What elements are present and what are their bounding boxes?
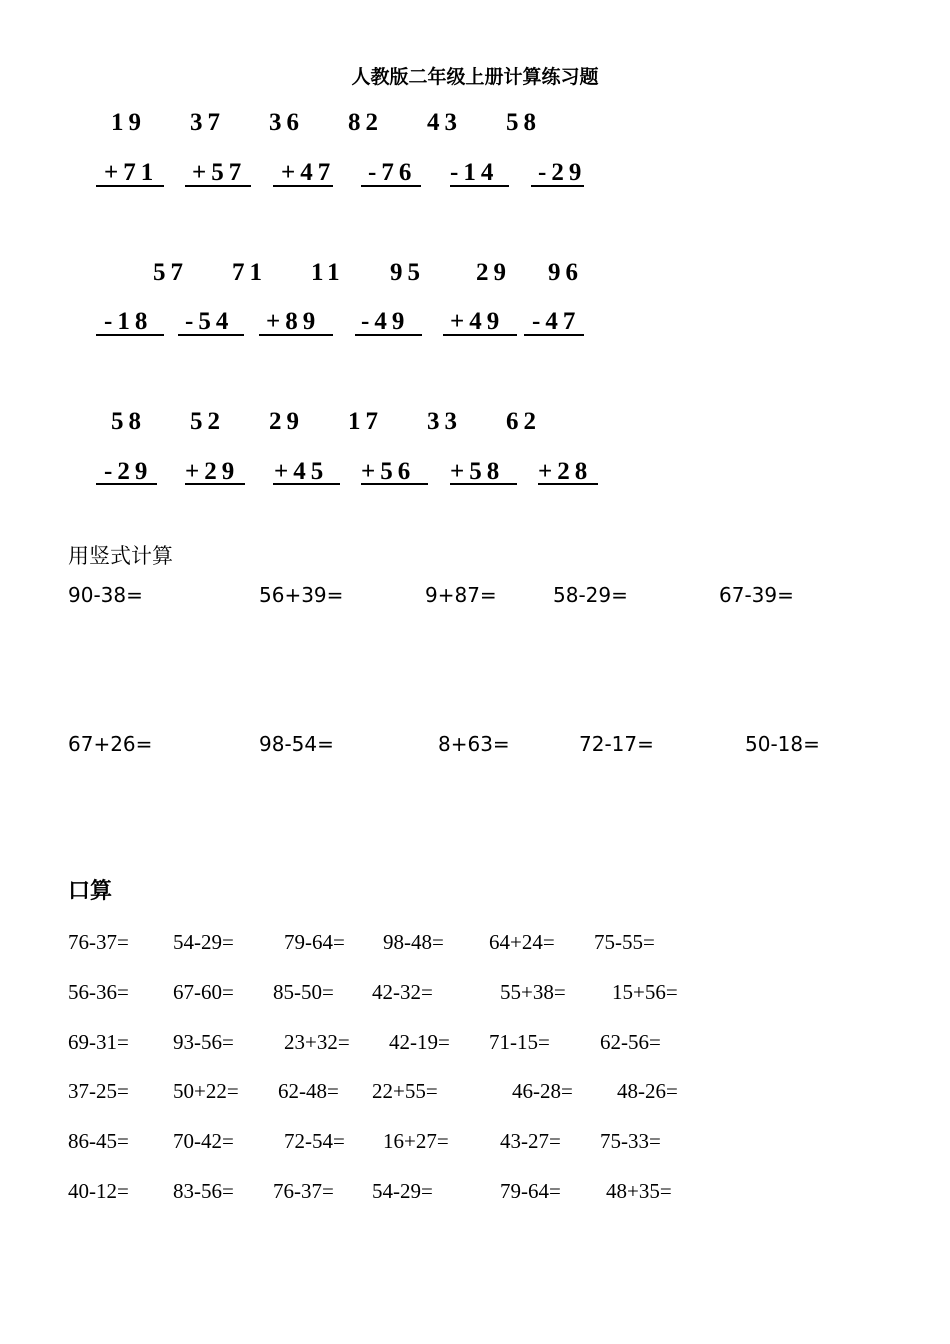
calc-problem: 58-29= [553,583,628,607]
vertical-bottom-operand: +71 [104,159,159,186]
oral-problem: 23+32= [284,1030,350,1054]
calc-problem: 67+26= [68,732,153,756]
answer-line [443,334,517,336]
answer-line [96,483,157,485]
oral-problem: 72-54= [284,1129,345,1153]
vertical-bottom-operand: -29 [538,159,587,186]
oral-problem: 37-25= [68,1079,129,1103]
oral-section-title: 口算 [68,879,113,904]
vertical-bottom-operand: +57 [192,159,247,186]
vertical-top-number: 36 [269,109,304,136]
vertical-top-number: 33 [427,408,462,435]
vertical-top-number: 71 [232,259,267,286]
calc-problem: 90-38= [68,583,143,607]
oral-problem: 79-64= [284,930,345,954]
oral-problem: 48+35= [606,1179,672,1203]
answer-line [531,185,584,187]
vertical-bottom-operand: -18 [104,308,153,335]
answer-line [273,483,340,485]
vertical-bottom-operand: +45 [274,458,329,485]
vertical-top-number: 43 [427,109,462,136]
vertical-top-number: 57 [153,259,188,286]
oral-problem: 71-15= [489,1030,550,1054]
vertical-top-number: 29 [476,259,511,286]
answer-line [185,483,245,485]
vertical-top-number: 11 [311,259,345,286]
vertical-top-number: 95 [390,259,425,286]
vertical-top-number: 62 [506,408,541,435]
answer-line [96,185,164,187]
vertical-bottom-operand: -47 [532,308,581,335]
vertical-bottom-operand: -49 [361,308,410,335]
answer-line [259,334,333,336]
oral-problem: 93-56= [173,1030,234,1054]
vertical-bottom-operand: +56 [361,458,416,485]
oral-problem: 22+55= [372,1079,438,1103]
answer-line [538,483,598,485]
calc-problem: 72-17= [579,732,654,756]
vertical-top-number: 17 [348,408,383,435]
page-title: 人教版二年级上册计算练习题 [351,66,599,88]
vertical-top-number: 96 [548,259,583,286]
vertical-bottom-operand: +28 [538,458,593,485]
answer-line [178,334,244,336]
vertical-calc-title: 用竖式计算 [68,544,173,568]
answer-line [355,334,422,336]
vertical-bottom-operand: +58 [450,458,505,485]
answer-line [185,185,251,187]
answer-line [361,185,421,187]
oral-problem: 55+38= [500,980,566,1004]
vertical-top-number: 37 [190,109,225,136]
oral-problem: 62-48= [278,1079,339,1103]
oral-problem: 64+24= [489,930,555,954]
oral-problem: 16+27= [383,1129,449,1153]
answer-line [361,483,428,485]
oral-problem: 15+56= [612,980,678,1004]
oral-problem: 56-36= [68,980,129,1004]
vertical-bottom-operand: +89 [266,308,321,335]
vertical-top-number: 19 [111,109,146,136]
oral-problem: 69-31= [68,1030,129,1054]
calc-problem: 8+63= [438,732,510,756]
answer-line [273,185,333,187]
oral-problem: 48-26= [617,1079,678,1103]
oral-problem: 86-45= [68,1129,129,1153]
answer-line [96,334,164,336]
oral-problem: 54-29= [372,1179,433,1203]
oral-problem: 98-48= [383,930,444,954]
vertical-top-number: 52 [190,408,225,435]
oral-problem: 85-50= [273,980,334,1004]
oral-problem: 83-56= [173,1179,234,1203]
vertical-top-number: 58 [506,109,541,136]
calc-problem: 50-18= [745,732,820,756]
vertical-bottom-operand: +49 [450,308,505,335]
vertical-bottom-operand: +47 [281,159,336,186]
oral-problem: 42-19= [389,1030,450,1054]
vertical-bottom-operand: -54 [185,308,234,335]
oral-problem: 70-42= [173,1129,234,1153]
oral-problem: 40-12= [68,1179,129,1203]
calc-problem: 56+39= [259,583,344,607]
vertical-bottom-operand: -76 [368,159,417,186]
oral-problem: 67-60= [173,980,234,1004]
oral-problem: 50+22= [173,1079,239,1103]
oral-problem: 54-29= [173,930,234,954]
oral-problem: 42-32= [372,980,433,1004]
oral-problem: 76-37= [68,930,129,954]
vertical-bottom-operand: -14 [450,159,499,186]
oral-problem: 62-56= [600,1030,661,1054]
oral-problem: 46-28= [512,1079,573,1103]
vertical-top-number: 29 [269,408,304,435]
oral-problem: 75-33= [600,1129,661,1153]
oral-problem: 75-55= [594,930,655,954]
vertical-top-number: 58 [111,408,146,435]
calc-problem: 9+87= [425,583,497,607]
oral-problem: 79-64= [500,1179,561,1203]
vertical-bottom-operand: -29 [104,458,153,485]
answer-line [450,185,509,187]
vertical-bottom-operand: +29 [185,458,240,485]
answer-line [450,483,517,485]
vertical-top-number: 82 [348,109,383,136]
oral-problem: 76-37= [273,1179,334,1203]
oral-problem: 43-27= [500,1129,561,1153]
calc-problem: 67-39= [719,583,794,607]
calc-problem: 98-54= [259,732,334,756]
answer-line [524,334,584,336]
